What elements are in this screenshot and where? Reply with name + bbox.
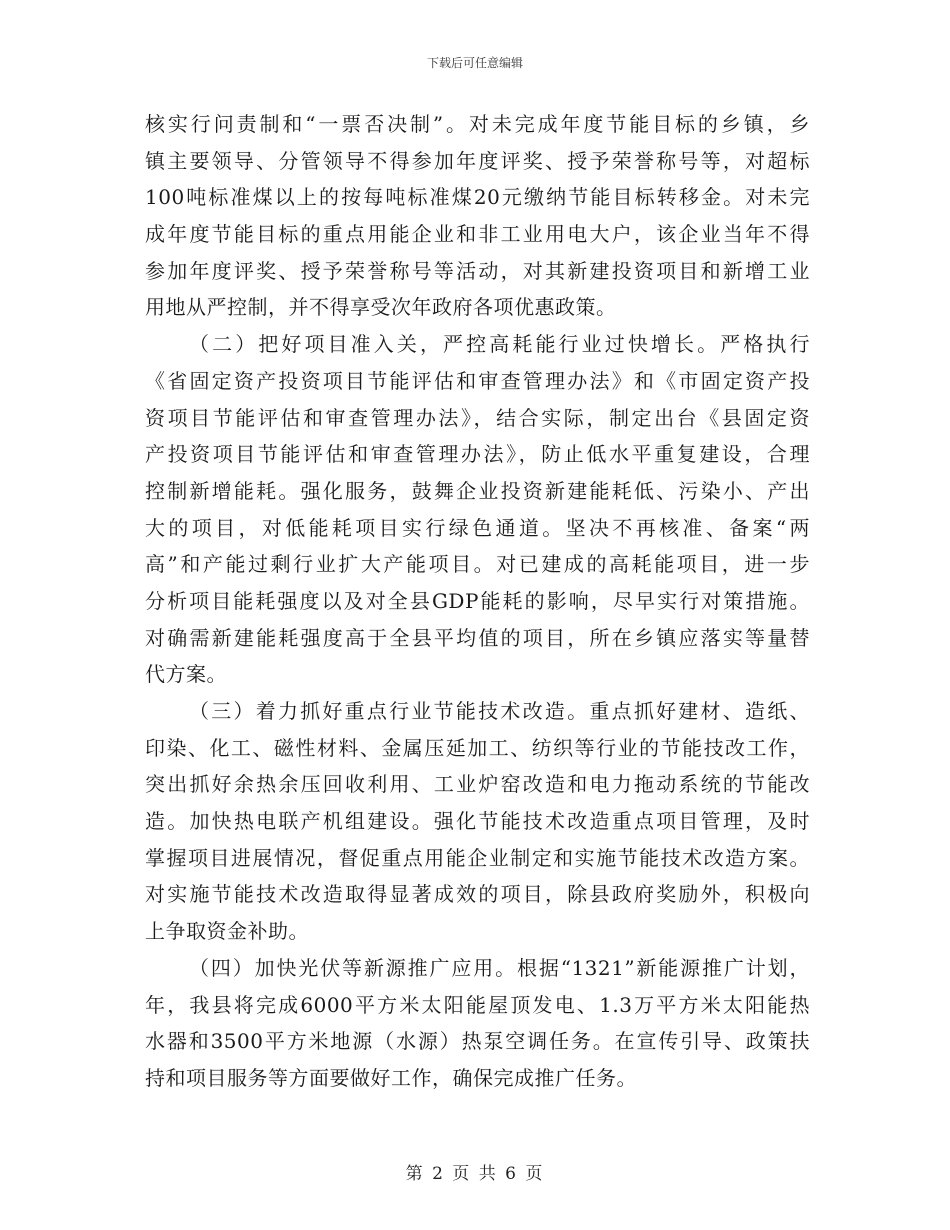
text-line: 100吨标准煤以上的按每吨标准煤20元缴纳节能目标转移金。对未完 [145, 185, 810, 210]
text-line: 掌握项目进展情况，督促重点用能企业制定和实施节能技术改造方案。 [145, 845, 810, 870]
text-line: 资项目节能评估和审查管理办法》，结合实际，制定出台《县固定资 [145, 405, 810, 430]
text-line: 参加年度评奖、授予荣誉称号等活动，对其新建投资项目和新增工业 [145, 258, 810, 283]
paragraph [145, 326, 810, 693]
text-line: 大的项目，对低能耗项目实行绿色通道。坚决不再核准、备案“两 [145, 515, 810, 540]
text-line: 用地从严控制，并不得享受次年政府各项优惠政策。 [145, 295, 617, 320]
text-line: 对实施节能技术改造取得显著成效的项目，除县政府奖励外，积极向 [145, 882, 810, 907]
text-line: 成年度节能目标的重点用能企业和非工业用电大户，该企业当年不得 [145, 222, 810, 247]
text-line: 《省固定资产投资项目节能评估和审查管理办法》和《市固定资产投 [145, 368, 810, 393]
text-line: 镇主要领导、分管领导不得参加年度评奖、授予荣誉称号等，对超标 [145, 148, 810, 173]
text-line: 产投资项目节能评估和审查管理办法》，防止低水平重复建设，合理 [145, 442, 810, 467]
document-body [145, 106, 810, 1097]
text-line: 突出抓好余热余压回收利用、工业炉窑改造和电力拖动系统的节能改 [145, 772, 810, 797]
text-line: 年，我县将完成6000平方米太阳能屋顶发电、1.3万平方米太阳能热 [145, 992, 810, 1017]
text-line: 对确需新建能耗强度高于全县平均值的项目，所在乡镇应落实等量替 [145, 625, 810, 650]
page-header-note: 下载后可任意编辑 [426, 56, 523, 70]
paragraph [145, 106, 810, 326]
page-number: 第 2 页 共 6 页 [405, 1164, 545, 1184]
text-line: 造。加快热电联产机组建设。强化节能技术改造重点项目管理，及时 [145, 809, 810, 834]
paragraph [145, 950, 810, 1097]
text-line: （三）着力抓好重点行业节能技术改造。重点抓好建材、造纸、 [189, 699, 810, 723]
text-line: 印染、化工、磁性材料、金属压延加工、纺织等行业的节能技改工作， [145, 735, 810, 760]
paragraph [145, 693, 810, 950]
text-line: 上争取资金补助。 [145, 919, 309, 944]
text-line: 分析项目能耗强度以及对全县GDP能耗的影响，尽早实行对策措施。 [145, 588, 810, 613]
text-line: 控制新增能耗。强化服务，鼓舞企业投资新建能耗低、污染小、产出 [145, 478, 810, 503]
text-line: 核实行问责制和“一票否决制”。对未完成年度节能目标的乡镇，乡 [145, 112, 810, 136]
text-line: 代方案。 [145, 662, 227, 687]
text-line: 高”和产能过剩行业扩大产能项目。对已建成的高耗能项目，进一步 [145, 552, 810, 577]
text-line: 持和项目服务等方面要做好工作，确保完成推广任务。 [145, 1065, 637, 1090]
text-line: （二）把好项目准入关，严控高耗能行业过快增长。严格执行 [189, 332, 810, 357]
text-line: 水器和3500平方米地源（水源）热泵空调任务。在宣传引导、政策扶 [145, 1029, 810, 1054]
text-line: （四）加快光伏等新源推广应用。根据“1321”新能源推广计划， [189, 955, 810, 980]
